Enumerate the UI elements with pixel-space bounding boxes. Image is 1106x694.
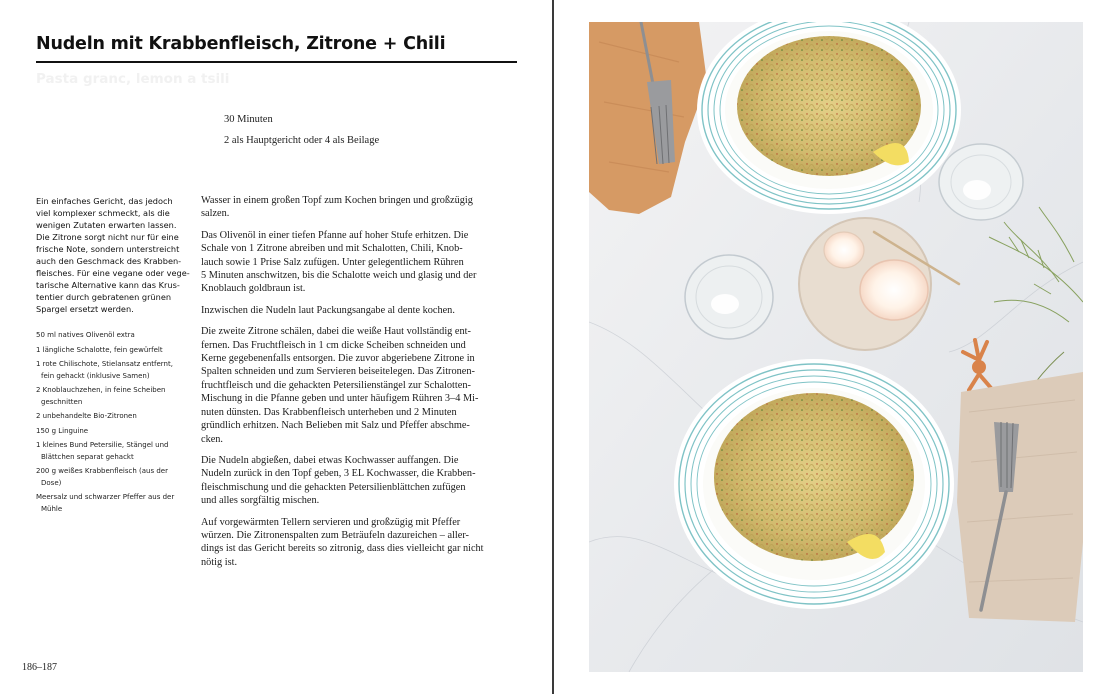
method-text xyxy=(201,194,501,577)
left-page xyxy=(0,0,552,694)
method-line: nötig ist. xyxy=(201,556,238,568)
recipe-subtitle: Pasta granc, lemon a tsili xyxy=(36,71,230,87)
method-step xyxy=(201,194,501,221)
intro-line: frische Note, sondern unterstreicht xyxy=(36,244,180,254)
ingredient-text: 50 ml natives Olivenöl extra xyxy=(36,331,135,339)
title-rule xyxy=(36,61,517,63)
method-line: lauch sowie 1 Prise Salz zufügen. Unter gelegentlichem Rühren xyxy=(201,256,464,268)
ingredient-item xyxy=(36,330,186,342)
method-line: fleischmischung und die gehackten Petersilienblättchen zufügen xyxy=(201,481,466,493)
method-line: Spalten schneiden und zum Servieren beiseitelegen. Das Zitronen- xyxy=(201,366,475,378)
ingredient-text: 1 längliche Schalotte, fein gewürfelt xyxy=(36,345,163,354)
ingredient-item xyxy=(36,359,186,382)
ingredient-item xyxy=(36,345,186,357)
method-line: Die zweite Zitrone schälen, dabei die weiße Haut vollständig ent- xyxy=(201,326,471,338)
intro-line: fleisches. Für eine vegane oder vege- xyxy=(36,268,190,278)
method-line: Das Olivenöl in einer tiefen Pfanne auf hoher Stufe erhitzen. Die xyxy=(201,229,469,241)
recipe-intro xyxy=(36,195,190,315)
ingredient-text: Blättchen separat gehackt xyxy=(41,452,134,461)
ingredient-item xyxy=(36,426,186,438)
method-line: Nudeln zurück in den Topf geben, 3 EL Kochwasser, die Krabben- xyxy=(201,468,476,480)
intro-line: viel komplexer schmeckt, als die xyxy=(36,208,170,218)
method-line: gründlich erhitzen. Nach Belieben mit Salz und Pfeffer abschme- xyxy=(201,420,470,432)
ingredient-text: Dose) xyxy=(41,478,62,487)
ingredient-text: 200 g weißes Krabbenfleisch (aus der xyxy=(36,467,168,475)
method-step xyxy=(201,516,501,570)
method-line: Inzwischen die Nudeln laut Packungsangabe al dente kochen. xyxy=(201,304,455,316)
method-line: Knoblauch goldbraun ist. xyxy=(201,283,306,295)
method-line: fruchtfleisch und die gehackten Petersilienstängel zur Schalotten- xyxy=(201,379,471,391)
method-line: Die Nudeln abgießen, dabei etwas Kochwasser auffangen. Die xyxy=(201,454,459,466)
ingredient-item xyxy=(36,440,186,463)
intro-line: auch den Geschmack des Krabben- xyxy=(36,256,182,266)
ingredient-text: fein gehackt (inklusive Samen) xyxy=(41,371,150,380)
ingredient-item xyxy=(36,492,186,515)
method-line: Auf vorgewärmten Tellern servieren und großzügig mit Pfeffer xyxy=(201,516,461,528)
ingredient-item xyxy=(36,385,186,408)
method-line: dings ist das Gericht bereits so zitronig, dass dies vielleicht gar nicht xyxy=(201,543,484,555)
method-line: 5 Minuten anschwitzen, bis die Schalotte weich und glasig und der xyxy=(201,270,477,282)
page-number: 186–187 xyxy=(22,662,57,673)
method-line: fernen. Das Fruchtfleisch in 1 cm dicke Scheiben schneiden und xyxy=(201,339,466,351)
method-line: würzen. Die Zitronenspalten zum Beträufeln dazureichen – aller- xyxy=(201,529,469,541)
method-step xyxy=(201,229,501,296)
ingredient-text: 1 rote Chilischote, Stielansatz entfernt, xyxy=(36,360,173,368)
ingredient-list xyxy=(36,330,186,518)
prep-time: 30 Minuten xyxy=(224,114,273,125)
intro-line: tentier durch gebratenen grünen xyxy=(36,292,172,302)
candle-small xyxy=(824,232,864,268)
intro-line: wenigen Zutaten erwarten lassen. xyxy=(36,220,177,230)
candle-large xyxy=(860,260,928,320)
right-page xyxy=(554,0,1106,694)
method-line: nuten dünsten. Das Krabbenfleisch unterheben und 2 Minuten xyxy=(201,406,457,418)
intro-line: Die Zitrone sorgt nicht nur für eine xyxy=(36,232,179,242)
method-line: Wasser in einem großen Topf zum Kochen bringen und großzügig xyxy=(201,195,473,206)
food-photo xyxy=(589,22,1083,672)
ingredient-item xyxy=(36,411,186,423)
ingredient-item xyxy=(36,466,186,489)
method-line: Kerne gegebenenfalls entsorgen. Die zuvor abgeriebene Zitrone in xyxy=(201,353,475,365)
ingredient-text: 150 g Linguine xyxy=(36,426,89,435)
ingredient-text: Mühle xyxy=(41,504,63,513)
bottom-plate xyxy=(674,359,954,609)
ingredient-text: 2 Knoblauchzehen, in feine Scheiben xyxy=(36,386,166,394)
servings: 2 als Hauptgericht oder 4 als Beilage xyxy=(224,135,380,146)
ingredient-text: 2 unbehandelte Bio-Zitronen xyxy=(36,412,137,420)
ingredient-text: Meersalz und schwarzer Pfeffer aus der xyxy=(36,493,175,501)
recipe-title: Nudeln mit Krabbenfleisch, Zitrone + Chili xyxy=(36,34,446,54)
method-step xyxy=(201,454,501,508)
ingredient-text: 1 kleines Bund Petersilie, Stängel und xyxy=(36,441,169,449)
linen-napkin xyxy=(957,372,1083,622)
method-line: Mischung in die Pfanne geben und unter häufigem Rühren 3–4 Mi- xyxy=(201,393,479,405)
method-step xyxy=(201,325,501,446)
method-step xyxy=(201,304,501,317)
ingredient-text: geschnitten xyxy=(41,397,83,406)
method-line: cken. xyxy=(201,433,224,445)
intro-line: Spargel ersetzt werden. xyxy=(36,304,134,314)
intro-line: tarische Alternative kann das Krus- xyxy=(36,280,180,290)
method-line: Schale von 1 Zitrone abreiben und mit Schalotten, Chili, Knob- xyxy=(201,243,463,255)
intro-line: Ein einfaches Gericht, das jedoch xyxy=(36,196,173,206)
method-line: und alles sorgfältig mischen. xyxy=(201,495,320,507)
glass-top-right xyxy=(939,144,1023,220)
glass-left xyxy=(685,255,773,339)
method-line: salzen. xyxy=(201,208,230,220)
